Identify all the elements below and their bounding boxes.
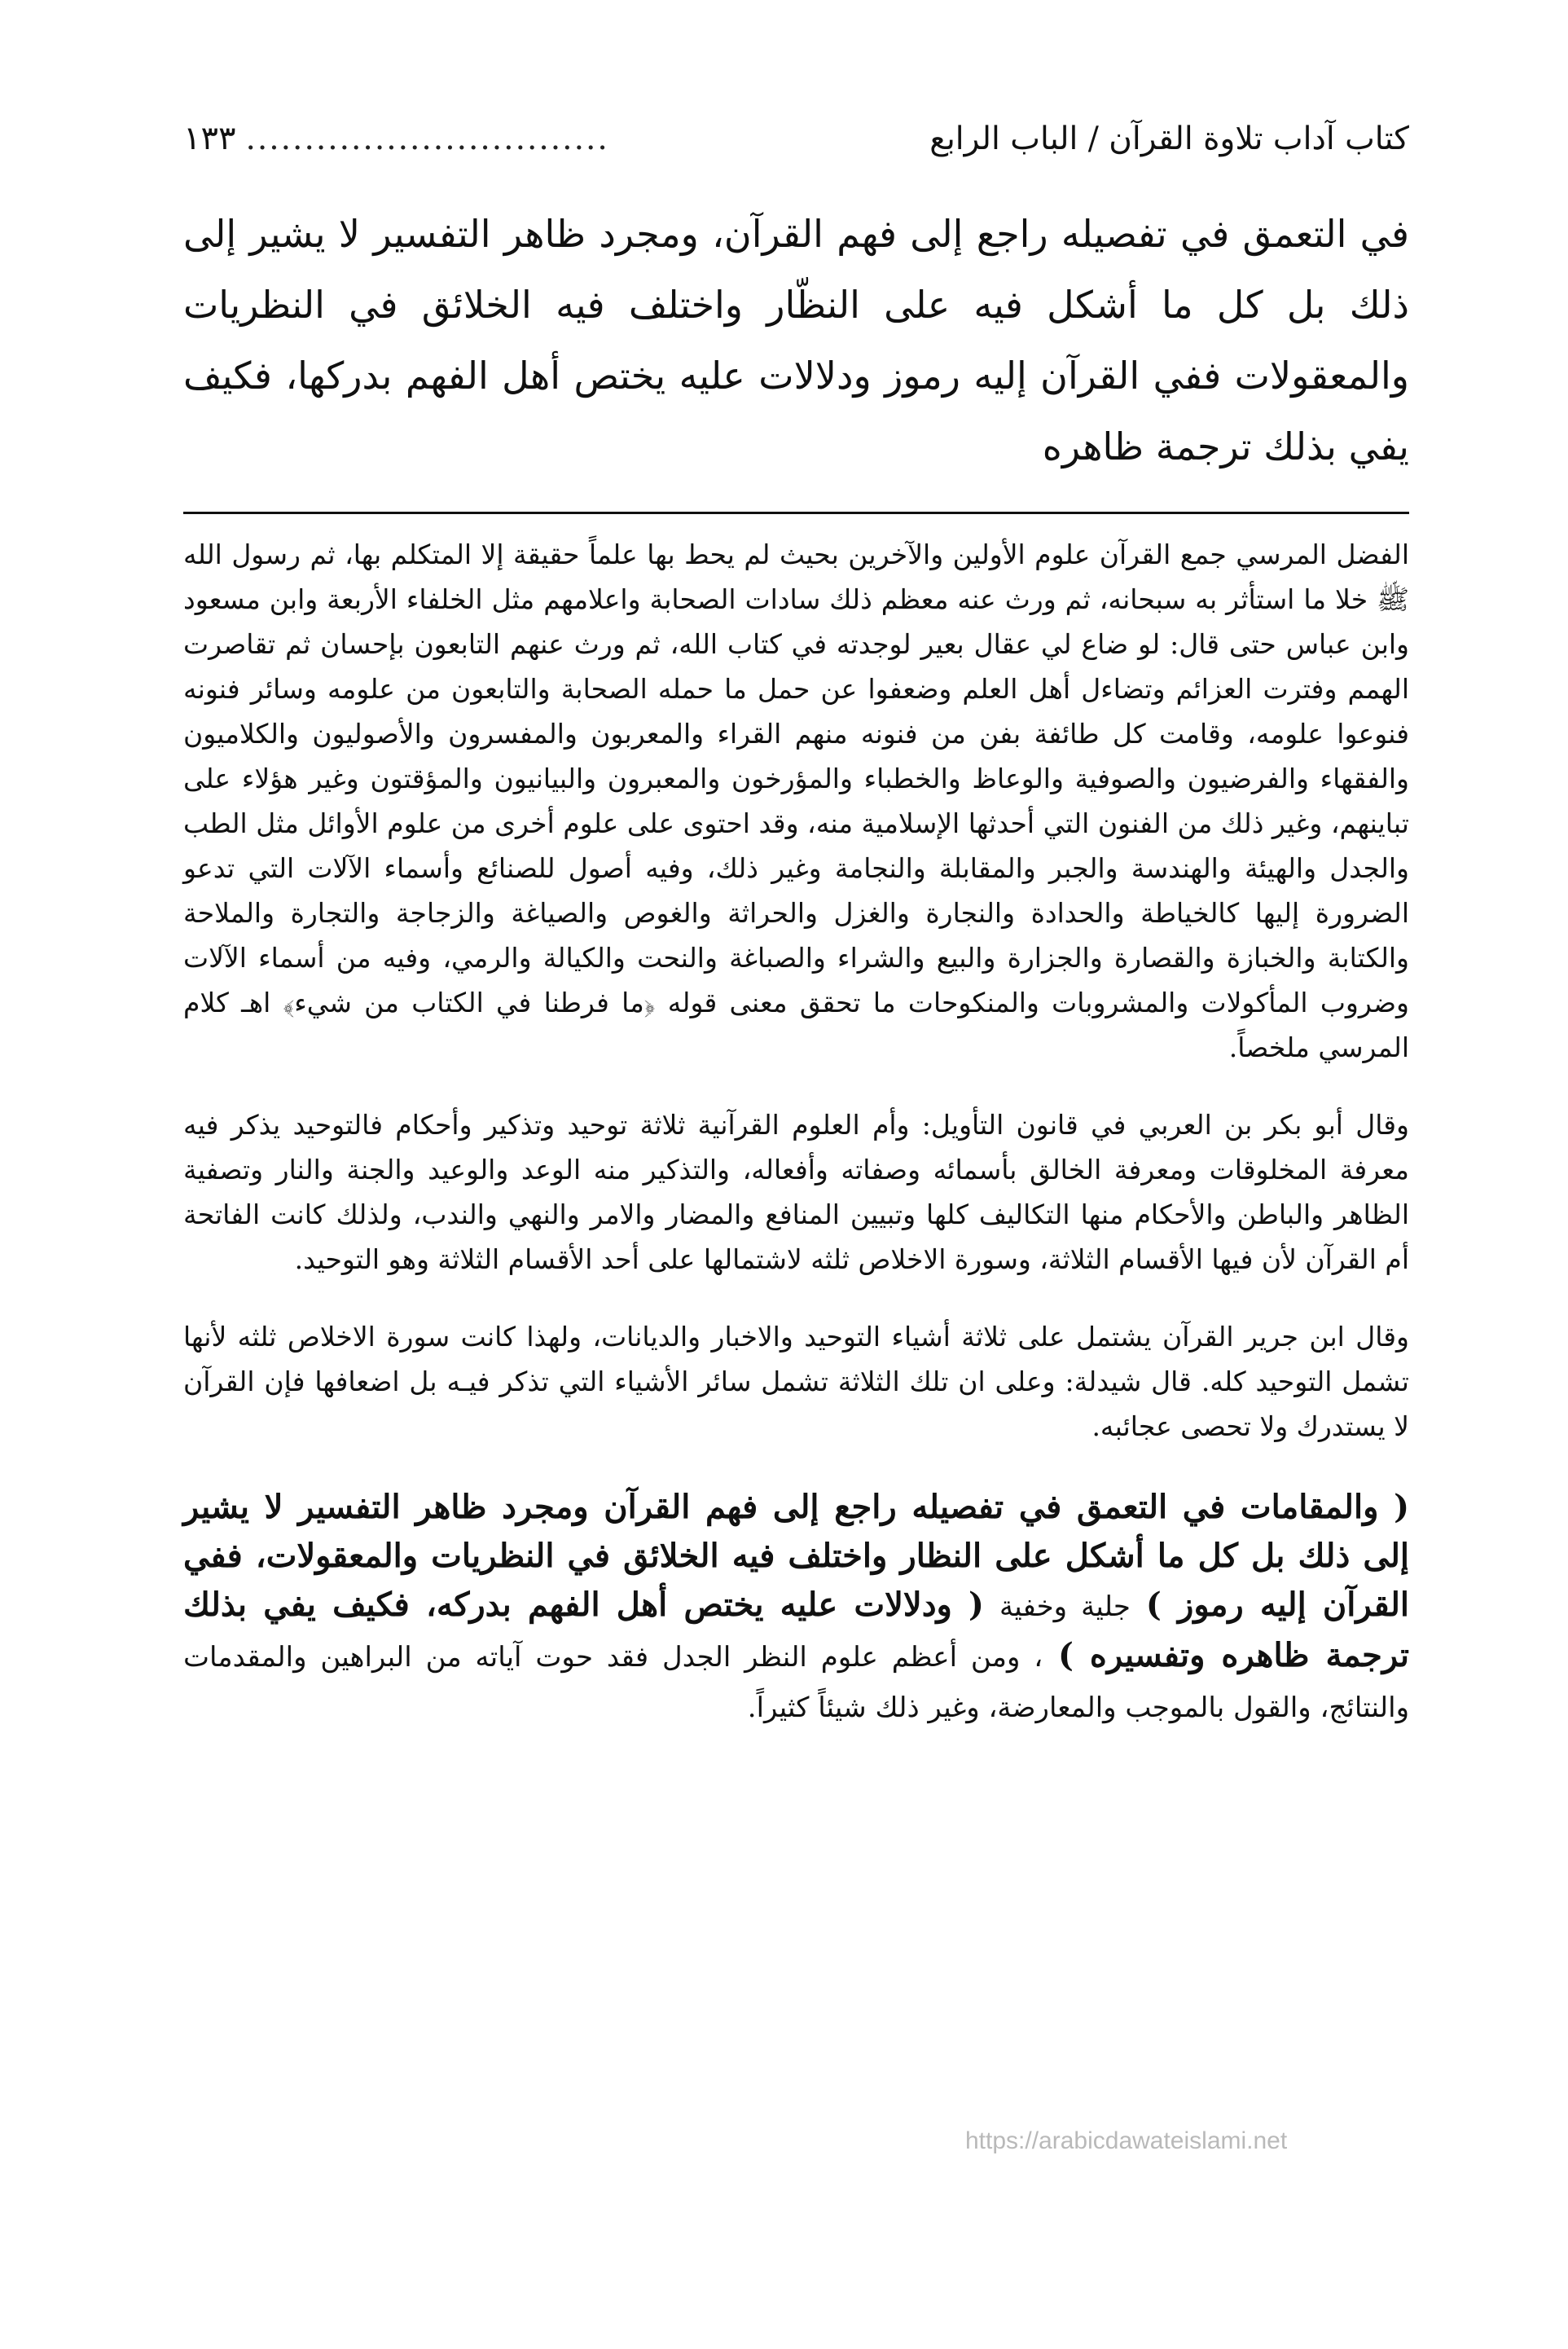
commentary-quoted-text: ( ودلالات عليه يختص أهل الفهم بدركه، فكيف يفي بذلك ترجمة ظاهره وتفسيره ) [183,1586,1410,1674]
footnote-paragraph: الفضل المرسي جمع القرآن علوم الأولين والآخرين بحيث لم يحط بها علماً حقيقة إلا المتكلم بها، ثم رسول الله ﷺ خلا ما استأثر به سبحانه، ثم ورث عنه معظم ذلك سادات الصحابة واعلامهم مثل الخلفاء الأربعة وابن مسعود وابن عباس حتى قال: لو ضاع لي عقال بعير لوجدته في كتاب الله، ثم ورث عنهم التابعون بإحسان ثم تقاصرت الهمم وفترت العزائم وتضاءل أهل العلم وضعفوا عن حمل ما حمله الصحابة والتابعون من علومه وسائر فنونه فنوعوا علومه، وقامت كل طائفة بفن من فنونه منهم القراء والمعربون والمفسرون والأصوليون والكلاميون والفقهاء والفرضيون والصوفية والوعاظ والخطباء والمؤرخون والمعبرون والبيانيون والمؤقتون وغير هؤلاء على تباينهم، وغير ذلك من الفنون التي أحدثها الإسلامية منه، وقد احتوى على علوم أخرى من علوم الأوائل مثل الطب والجدل والهيئة والهندسة والجبر والمقابلة والنجامة وغير ذلك، وفيه أصول للصنائع وأسماء الآلات التي تدعو الضرورة إليها كالخياطة والحدادة والنجارة والغزل والحراثة والغوص والصياغة والزجاجة والتجارة والملاحة والكتابة والخبازة والقصارة والجزارة والبيع والشراء والصباغة والنحت والكيالة والرمي، وفيه من أسماء الآلات وضروب المأكولات والمشروبات والمنكوحات ما تحقق معنى قوله ﴿ما فرطنا في الكتاب من شيء﴾ اهـ كلام المرسي ملخصاً. [183,539,1409,1063]
commentary-quoted-text: ( والمقامات في التعمق في تفصيله راجع إلى فهم القرآن ومجرد ظاهر التفسير لا يشير إلى ذلك بل كل ما أشكل على النظار واختلف فيه الخلائق في النظريات والمعقولات، ففي القرآن إليه رموز ) [183,1488,1410,1624]
header-leader-dots: ............................... [245,121,609,157]
commentary-paragraph [183,1483,1409,1732]
running-header [183,114,1409,166]
source-watermark: https://arabicdawateislami.net [965,2127,1288,2154]
footnote-paragraph: وقال ابن جرير القرآن يشتمل على ثلاثة أشياء التوحيد والاخبار والديانات، ولهذا كانت سورة الاخلاص ثلثه لأنها تشمل التوحيد كله. قال شيدلة: وعلى ان تلك الثلاثة تشمل سائر الأشياء التي تذكر فيـه بل اضعافها فإن القرآن لا يستدرك ولا تحصى عجائبه. [183,1321,1409,1442]
book-page [183,114,1409,1732]
commentary-explanation: جلية وخفية [999,1590,1131,1623]
footnote-divider [183,512,1409,514]
main-text: في التعمق في تفصيله راجع إلى فهم القرآن، ومجرد ظاهر التفسير لا يشير إلى ذلك بل كل ما أشكل فيه على النظّار واختلف فيه الخلائق في النظريات والمعقولات ففي القرآن إليه رموز ودلالات عليه يختص أهل الفهم بدركها، فكيف يفي بذلك ترجمة ظاهره [183,212,1409,468]
footnote-paragraph: وقال أبو بكر بن العربي في قانون التأويل: وأم العلوم القرآنية ثلاثة توحيد وتذكير وأحكام فالتوحيد يذكر فيه معرفة المخلوقات ومعرفة الخالق بأسمائه وصفاته وأفعاله، والتذكير منه الوعد والوعيد والجنة والنار وتصفية الظاهر والباطن والأحكام منها التكاليف كلها وتبيين المنافع والمضار والامر والنهي والندب، ولذلك كانت الفاتحة أم القرآن لأن فيها الأقسام الثلاثة، وسورة الاخلاص ثلثه لاشتمالها على أحد الأقسام الثلاثة وهو التوحيد. [183,1109,1409,1275]
running-title: كتاب آداب تلاوة القرآن / الباب الرابع [929,121,1409,157]
page-number: ١٣٣ [183,120,236,157]
commentary-explanation: ، ومن أعظم علوم النظر الجدل فقد حوت آياته من البراهين والمقدمات والنتائج، والقول بالموجب والمعارضة، وغير ذلك شيئاً كثيراً. [183,1641,1409,1724]
